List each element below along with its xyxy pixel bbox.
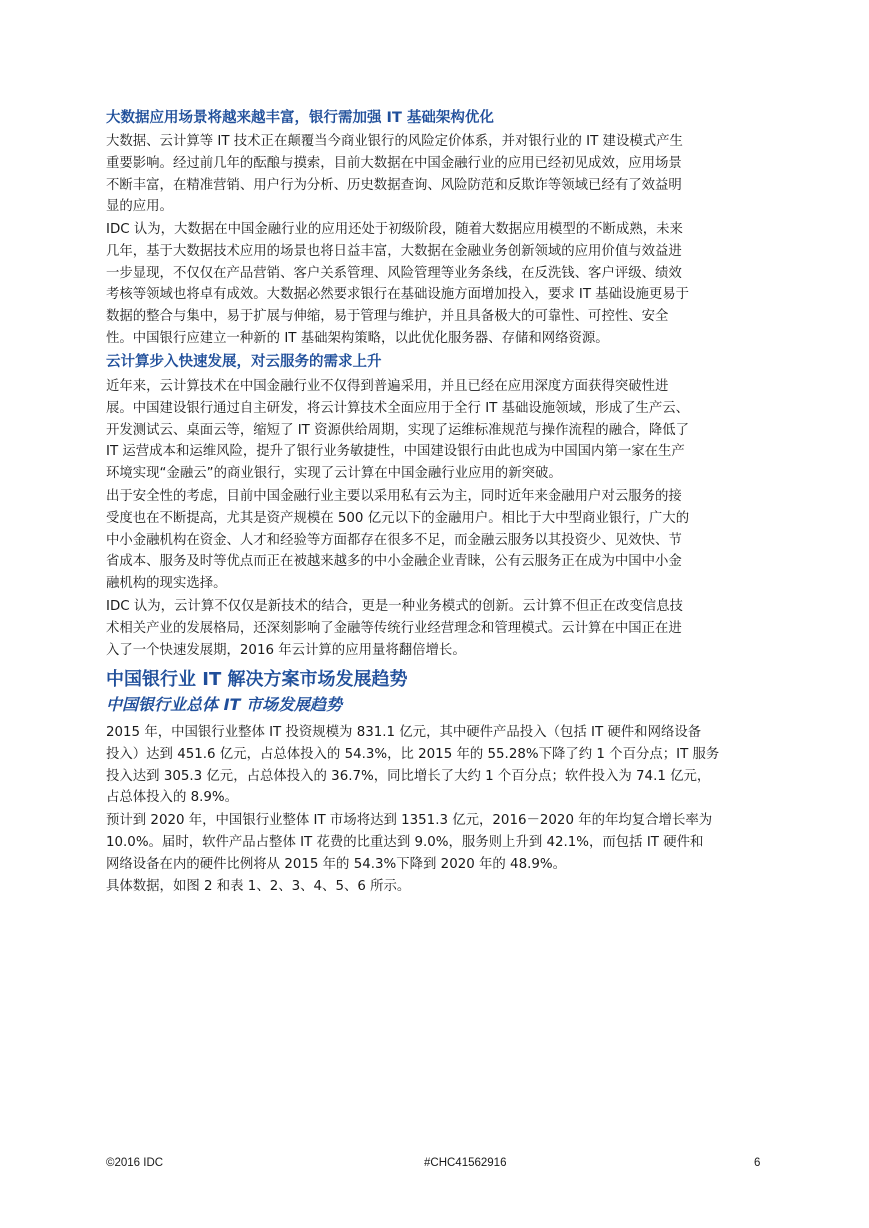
paragraph-line: 融机构的现实选择。 — [106, 576, 227, 592]
paragraph-line: 显的应用。 — [106, 199, 173, 215]
paragraph-cloud-adoption — [106, 376, 766, 485]
paragraph-cloud-security — [106, 486, 766, 595]
paragraph-line: IT 运营成本和运维风险，提升了银行业务敏捷性，中国建设银行由此也成为中国国内第一家在生产 — [106, 444, 685, 460]
paragraph-line: 几年，基于大数据技术应用的场景也将日益丰富，大数据在金融业务创新领域的应用价值与效益进 — [106, 243, 682, 259]
paragraph-idc-cloud — [106, 596, 766, 661]
footer-doc-id: #CHC41562916 — [424, 1157, 507, 1169]
paragraph-line: 投入）达到 451.6 亿元，占总体投入的 54.3%，比 2015 年的 55.28%下降了约 1 个百分点；IT 服务 — [106, 746, 720, 762]
sub-heading-overall-it-market: 中国银行业总体 IT 市场发展趋势 — [106, 695, 343, 714]
section-heading-big-data: 大数据应用场景将越来越丰富，银行需加强 IT 基础架构优化 — [106, 110, 494, 126]
paragraph-line: 投入达到 305.3 亿元，占总体投入的 36.7%，同比增长了大约 1 个百分点；软件投入为 74.1 亿元， — [106, 768, 711, 784]
paragraph-2020-forecast — [106, 810, 766, 875]
paragraph-line: 数据的整合与集中，易于扩展与伸缩，易于管理与维护，并且具备极大的可靠性、可控性、安全 — [106, 309, 669, 325]
paragraph-line: 占总体投入的 8.9%。 — [106, 790, 239, 806]
paragraph-line: 受度也在不断提高，尤其是资产规模在 500 亿元以下的金融用户。相比于大中型商业银行，广大的 — [106, 510, 690, 526]
paragraph-line: 开发测试云、桌面云等，缩短了 IT 资源供给周期，实现了运维标准规范与操作流程的融合，降低了 — [106, 422, 690, 438]
paragraph-line: 重要影响。经过前几年的酝酿与摸索，目前大数据在中国金融行业的应用已经初见成效，应用场景 — [106, 155, 682, 171]
paragraph-line: 出于安全性的考虑，目前中国金融行业主要以采用私有云为主，同时近年来金融用户对云服务的接 — [106, 489, 682, 504]
paragraph-line: 术相关产业的发展格局，还深刻影响了金融等传统行业经营理念和管理模式。云计算在中国正在进 — [106, 620, 682, 636]
paragraph-line: 大数据、云计算等 IT 技术正在颠覆当今商业银行的风险定价体系，并对银行业的 IT 建设模式产生 — [106, 134, 683, 149]
paragraph-line: 网络设备在内的硬件比例将从 2015 年的 54.3%下降到 2020 年的 48.9%。 — [106, 856, 566, 872]
paragraph-line: 近年来，云计算技术在中国金融行业不仅得到普遍采用，并且已经在应用深度方面获得突破性进 — [106, 379, 669, 394]
footer-copyright: ©2016 IDC — [106, 1157, 164, 1169]
paragraph-line: 展。中国建设银行通过自主研发，将云计算技术全面应用于全行 IT 基础设施领域，形成了生产云、 — [106, 400, 690, 416]
paragraph-line: IDC 认为，云计算不仅仅是新技术的结合，更是一种业务模式的创新。云计算不但正在改变信息技 — [106, 599, 683, 614]
section-heading-cloud: 云计算步入快速发展，对云服务的需求上升 — [106, 354, 382, 370]
paragraph-figure-reference — [106, 876, 766, 898]
paragraph-line: 不断丰富，在精准营销、用户行为分析、历史数据查询、风险防范和反欺诈等领域已经有了效益明 — [106, 177, 682, 193]
paragraph-line: 10.0%。届时，软件产品占整体 IT 花费的比重达到 9.0%，服务则上升到 42.1%，而包括 IT 硬件和 — [106, 834, 704, 850]
paragraph-line: 性。中国银行应建立一种新的 IT 基础架构策略，以此优化服务器、存储和网络资源。 — [106, 330, 609, 346]
paragraph-line: 2015 年，中国银行业整体 IT 投资规模为 831.1 亿元，其中硬件产品投入（包括 IT 硬件和网络设备 — [106, 725, 702, 740]
paragraph-line: 环境实现“金融云”的商业银行，实现了云计算在中国金融行业应用的新突破。 — [106, 466, 562, 482]
paragraph-idc-big-data — [106, 219, 766, 350]
paragraph-big-data-intro — [106, 131, 766, 218]
paragraph-line: 考核等领域也将卓有成效。大数据必然要求银行在基础设施方面增加投入，要求 IT 基础设施更易于 — [106, 287, 690, 303]
paragraph-line: 入了一个快速发展期，2016 年云计算的应用量将翻倍增长。 — [106, 642, 466, 658]
paragraph-line: IDC 认为，大数据在中国金融行业的应用还处于初级阶段，随着大数据应用模型的不断成熟，未来 — [106, 222, 683, 237]
paragraph-line: 一步显现，不仅仅在产品营销、客户关系管理、风险管理等业务条线，在反洗钱、客户评级、绩效 — [106, 265, 682, 281]
paragraph-line: 预计到 2020 年，中国银行业整体 IT 市场将达到 1351.3 亿元，2016－2020 年的年均复合增长率为 — [106, 813, 713, 828]
footer-page-number: 6 — [754, 1157, 761, 1169]
paragraph-line: 省成本、服务及时等优点而正在被越来越多的中小金融企业青睐，公有云服务正在成为中国中小金 — [106, 554, 682, 570]
paragraph-line: 中小金融机构在资金、人才和经验等方面都存在很多不足，而金融云服务以其投资少、见效快、节 — [106, 532, 682, 548]
paragraph-line: 具体数据，如图 2 和表 1、2、3、4、5、6 所示。 — [106, 879, 411, 894]
paragraph-2015-investment — [106, 722, 766, 809]
major-heading-it-solutions: 中国银行业 IT 解决方案市场发展趋势 — [106, 669, 408, 690]
